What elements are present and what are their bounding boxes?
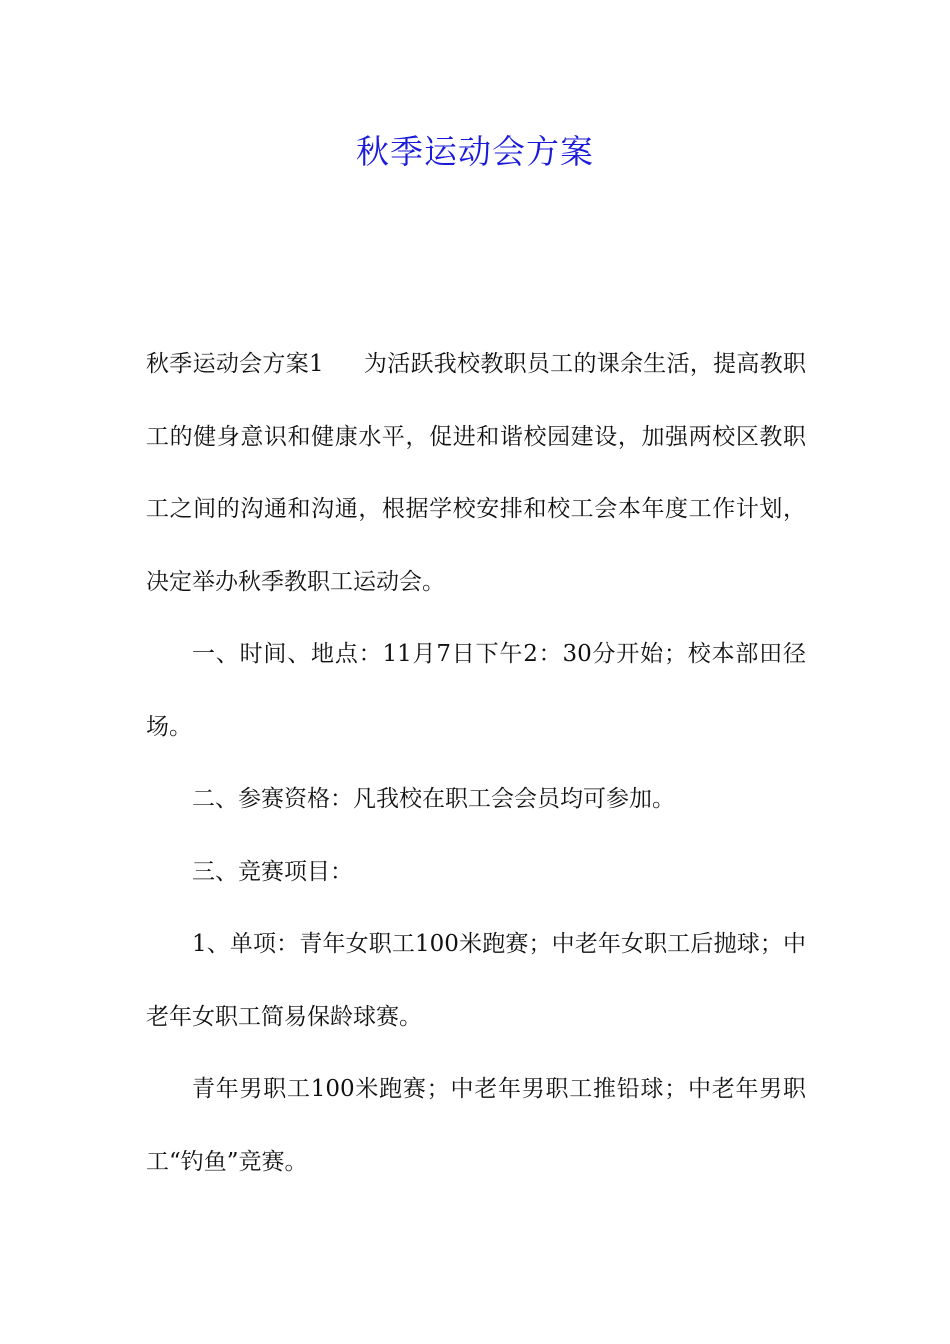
paragraph-events-heading: 三、竞赛项目： [192,858,353,885]
paragraph-women-events: 1、单项：青年女职工100米跑赛；中老年女职工后抛球；中老年女职工简易保龄球赛。 [146,931,806,1030]
paragraph-men-events: 青年男职工100米跑赛；中老年男职工推铅球；中老年男职工“钓鱼”竞赛。 [146,1076,806,1175]
intro-body: 为活跃我校教职员工的课余生活，提高教职工的健身意识和健康水平，促进和谐校园建设，加强两校区教职工之间的沟通和沟通，根据学校安排和校工会本年度工作计划，决定举办秋季教职工运动会。 [146,351,807,595]
document-body [146,328,806,1198]
paragraph-eligibility: 二、参赛资格：凡我校在职工会会员均可参加。 [192,786,675,812]
intro-paragraph [146,328,806,618]
intro-lead: 秋季运动会方案1 [146,351,324,377]
document-title: 秋季运动会方案 [356,132,594,171]
paragraph-time-location: 一、时间、地点：11月7日下午2：30分开始；校本部田径场。 [146,641,806,740]
